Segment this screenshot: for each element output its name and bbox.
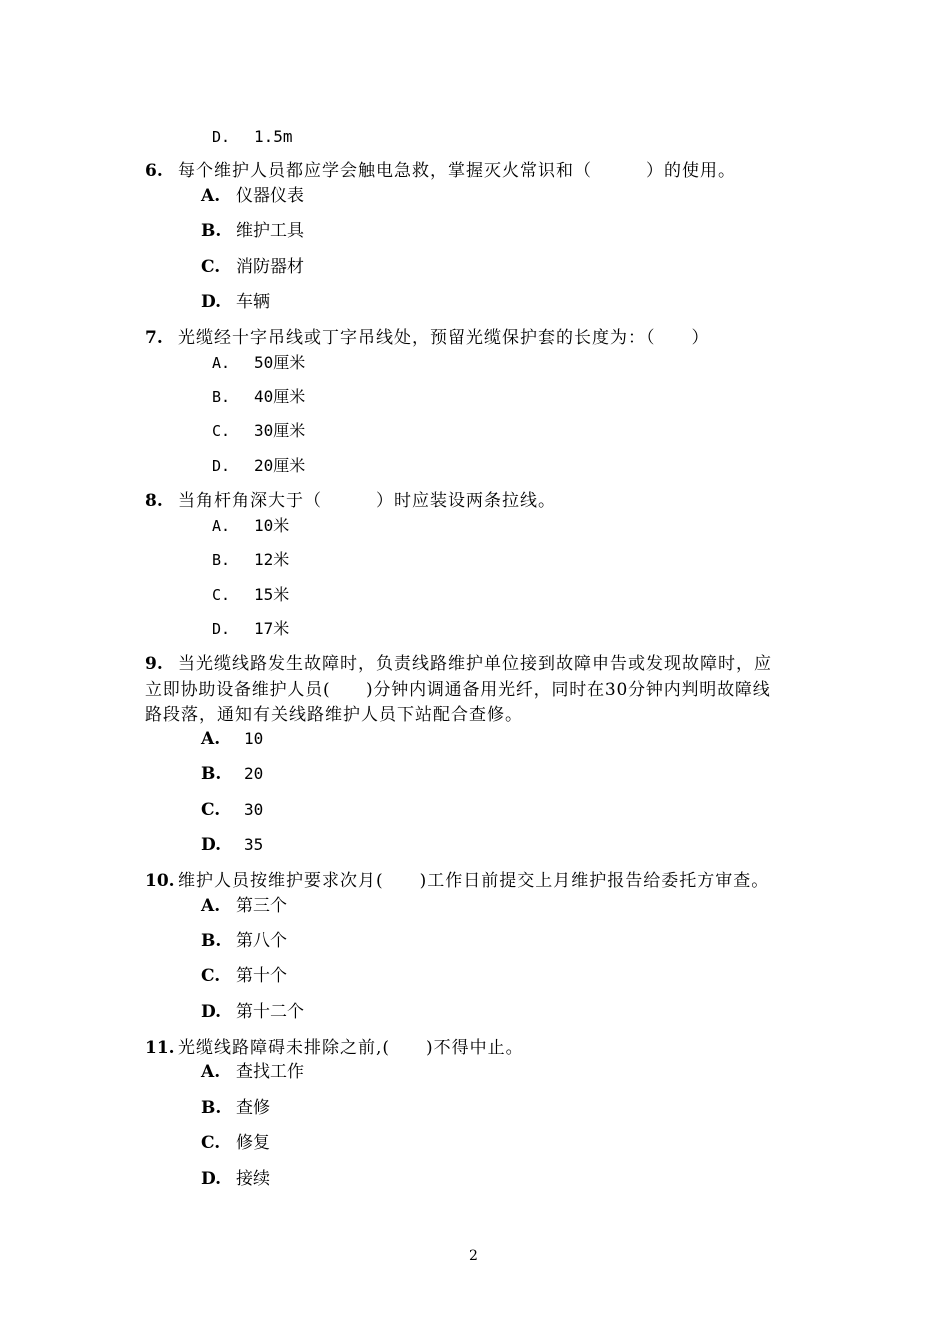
option-text: 查找工作 [236, 1062, 304, 1082]
option-text: 50厘米 [254, 353, 306, 372]
question-text: 当光缆线路发生故障时，负责线路维护单位接到故障申告或发现故障时，应 [178, 654, 772, 674]
question-text: 当角杆角深大于（ ）时应装设两条拉线。 [178, 491, 556, 511]
question-11 [145, 1037, 524, 1059]
question-number: 8. [145, 491, 163, 511]
option-letter: C. [201, 966, 221, 986]
option-text: 20厘米 [254, 456, 306, 475]
option-letter: B. [212, 388, 231, 406]
option-letter: C. [201, 800, 221, 820]
question-9 [145, 653, 772, 675]
option-text: 车辆 [236, 292, 270, 312]
option-letter: A. [212, 517, 231, 535]
question-number: 10. [145, 871, 175, 891]
option-letter: C. [212, 586, 231, 604]
option-text: 第三个 [236, 896, 287, 916]
option-text: 1.5m [254, 127, 293, 146]
option-text: 仪器仪表 [236, 186, 304, 206]
question-7 [145, 327, 710, 349]
question-text: 光缆线路障碍未排除之前,( )不得中止。 [178, 1038, 524, 1058]
question-8 [145, 490, 556, 512]
option-letter: A. [201, 729, 221, 749]
option-letter: D. [201, 1169, 222, 1189]
option-text: 12米 [254, 550, 290, 569]
option-letter: A. [201, 896, 221, 916]
option-letter: C. [201, 257, 221, 277]
option-text: 30 [244, 800, 264, 819]
option-letter: A. [201, 186, 221, 206]
option-text: 10 [244, 729, 264, 748]
option-letter: A. [201, 1062, 221, 1082]
option-letter: D. [212, 457, 231, 475]
option-letter: B. [201, 931, 222, 951]
option-text: 第八个 [236, 931, 287, 951]
question-number: 7. [145, 328, 163, 348]
question-text-continued: 路段落，通知有关线路维护人员下站配合查修。 [145, 705, 523, 725]
question-number: 11. [145, 1038, 175, 1058]
question-number: 9. [145, 654, 163, 674]
option-letter: D. [212, 128, 231, 146]
option-letter: C. [201, 1133, 221, 1153]
option-text: 第十个 [236, 966, 287, 986]
question-text: 光缆经十字吊线或丁字吊线处，预留光缆保护套的长度为：（ ） [178, 328, 710, 348]
option-letter: D. [201, 835, 222, 855]
page-number: 2 [469, 1248, 478, 1264]
question-10 [145, 870, 769, 892]
option-letter: D. [212, 620, 231, 638]
option-text: 17米 [254, 619, 290, 638]
question-text: 每个维护人员都应学会触电急救，掌握灭火常识和（ ）的使用。 [178, 161, 736, 181]
option-letter: C. [212, 422, 231, 440]
question-text: 维护人员按维护要求次月( )工作日前提交上月维护报告给委托方审查。 [178, 871, 770, 891]
option-text: 35 [244, 835, 264, 854]
option-text: 40厘米 [254, 387, 306, 406]
question-number: 6. [145, 161, 163, 181]
question-6 [145, 160, 736, 182]
option-text: 20 [244, 764, 264, 783]
option-text: 15米 [254, 585, 290, 604]
question-text-continued: 立即协助设备维护人员( )分钟内调通备用光纤，同时在30分钟内判明故障线 [145, 680, 771, 700]
option-text: 10米 [254, 516, 290, 535]
option-letter: B. [201, 1098, 222, 1118]
option-letter: B. [212, 551, 231, 569]
option-text: 第十二个 [236, 1002, 304, 1022]
option-text: 接续 [236, 1169, 270, 1189]
option-letter: B. [201, 221, 222, 241]
option-text: 30厘米 [254, 421, 306, 440]
option-letter: D. [201, 1002, 222, 1022]
option-text: 修复 [236, 1133, 270, 1153]
option-letter: D. [201, 292, 222, 312]
option-text: 消防器材 [236, 257, 304, 277]
option-text: 维护工具 [236, 221, 304, 241]
option-letter: B. [201, 764, 222, 784]
option-letter: A. [212, 354, 231, 372]
option-text: 查修 [236, 1098, 270, 1118]
